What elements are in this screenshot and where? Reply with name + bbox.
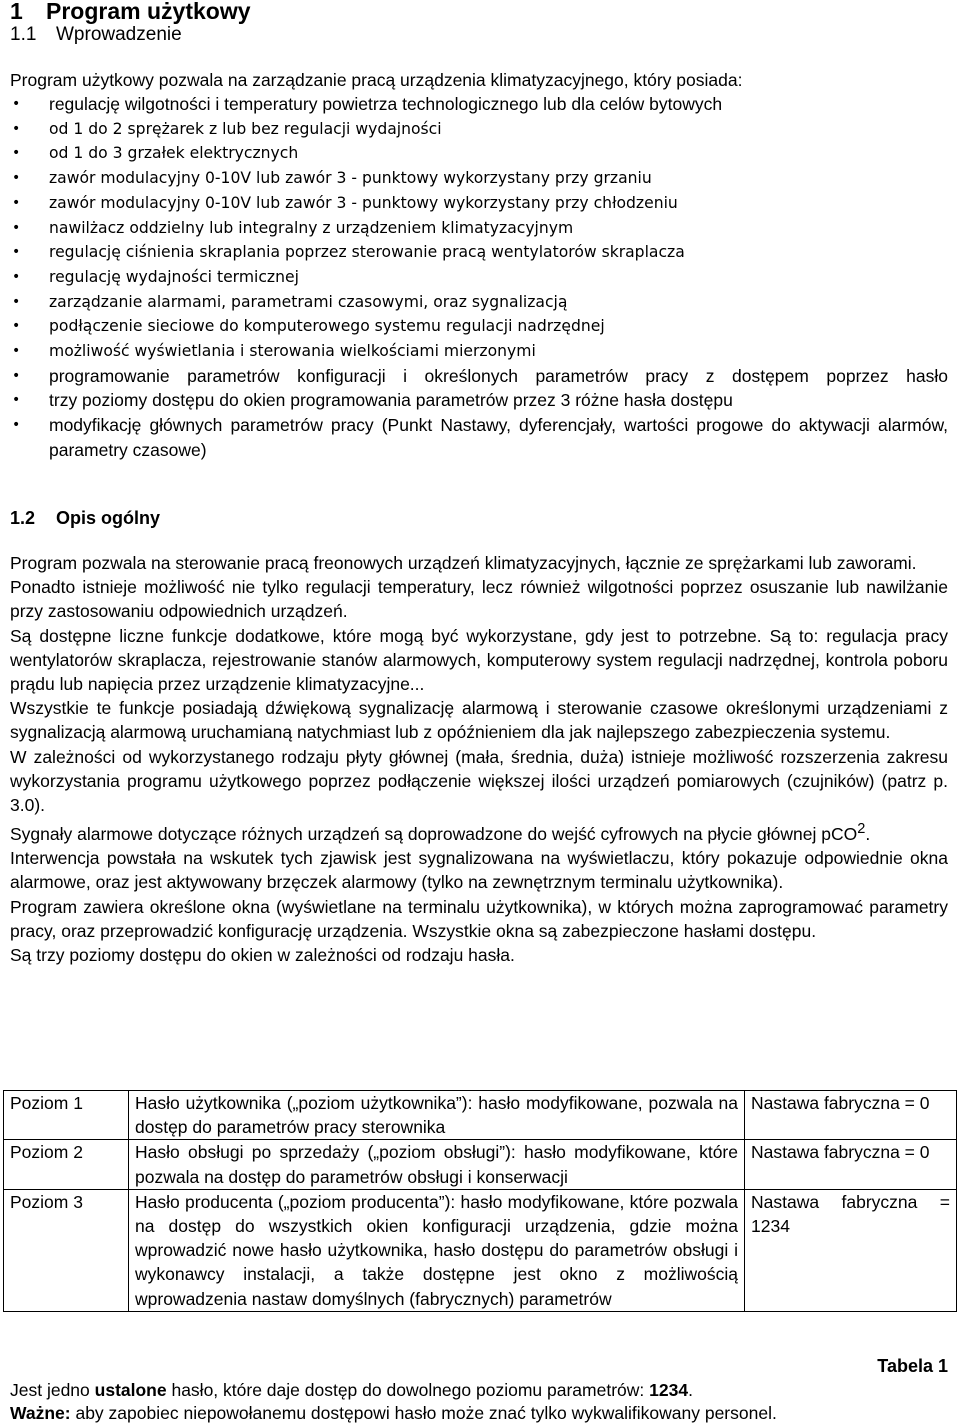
table-row: [4, 1189, 957, 1311]
table-row: [4, 1140, 957, 1189]
bullet-icon: •: [12, 318, 21, 335]
body-paragraph: Sygnały alarmowe dotyczące różnych urządzeń są doprowadzone do wejść cyfrowych na płycie głównej pCO$^2$.: [10, 821, 871, 845]
password-note: Jest jedno ustalone hasło, które daje dostęp do dowolnego poziomu parametrów: 1234.: [10, 1380, 693, 1400]
feature-item: • nawilżacz oddzielny lub integralny z urządzeniem klimatyzacyjnym: [0, 216, 960, 241]
bullet-icon: •: [12, 96, 21, 112]
feature-item: • podłączenie sieciowe do komputerowego systemu regulacji nadrzędnej: [0, 314, 960, 339]
heading-1-2-title: Opis ogólny: [56, 508, 161, 528]
warning-label: Ważne:: [10, 1403, 71, 1423]
feature-item: • możliwość wyświetlania i sterowania wielkościami mierzonymi: [0, 339, 960, 364]
table-row: [4, 1091, 957, 1140]
description-cell: Hasło obsługi po sprzedaży („poziom obsługi”): hasło modyfikowane, które pozwala na dostęp do parametrów obsługi i konserwacji: [129, 1140, 745, 1189]
default-cell: Nastawa fabryczna = 0: [745, 1091, 957, 1140]
feature-item: • modyfikację głównych parametrów pracy (Punkt Nastawy, dyferencjały, wartości progowe do aktywacji alarmów, parametry czasowe): [12, 415, 948, 460]
feature-item: • regulację wydajności termicznej: [0, 265, 960, 290]
body-paragraph: Ponadto istnieje możliwość nie tylko regulacji temperatury, lecz również wilgotności poprzez osuszanie lub nawilżanie przy zastosowaniu odpowiednich urządzeń.: [10, 577, 948, 622]
body-paragraph: W zależności od wykorzystanego rodzaju płyty głównej (mała, średnia, duża) istnieje możliwość rozszerzenia zakresu wykorzystania programu użytkowego poprzez podłączenie większej ilości urządzeń pomiarowych (czujników) (patrz p. 3.0).: [10, 746, 948, 816]
description-cell: Hasło producenta („poziom producenta”): hasło modyfikowane, które pozwala na dostęp do wszystkich okien konfiguracji urządzenia, gdzie można wprowadzić nowe hasło użytkownika, hasło dostępu do parametrów obsługi i wykonawcy instalacji, a także dostępne jest okno z możliwością wprowadzenia nastaw domyślnych (fabrycznych) parametrów: [129, 1189, 745, 1311]
table-caption: Tabela 1: [877, 1356, 948, 1376]
intro-text: Program użytkowy pozwala na zarządzanie pracą urządzenia klimatyzacyjnego, który posiada:: [10, 70, 743, 90]
bullet-icon: •: [12, 194, 21, 211]
feature-list: [0, 92, 960, 463]
bullet-icon: •: [12, 219, 21, 236]
feature-item: • zarządzanie alarmami, parametrami czasowymi, oraz sygnalizacją: [0, 290, 960, 315]
description-cell: Hasło użytkownika („poziom użytkownika”): hasło modyfikowane, pozwala na dostęp do parametrów pracy sterownika: [129, 1091, 745, 1140]
bullet-icon: •: [12, 392, 21, 409]
level-cell: Poziom 3: [4, 1189, 129, 1311]
default-password-value: 1234: [649, 1380, 689, 1400]
default-cell: Nastawa fabryczna = 1234: [745, 1189, 957, 1311]
bullet-icon: •: [12, 120, 21, 137]
body-paragraph: Interwencja powstała na wskutek tych zjawisk jest sygnalizowana na wyświetlaczu, który pokazuje odpowiednie okna alarmowe, oraz jest aktywowany brzęczek alarmowy (tylko na zewnętrznym terminalu użytkownika).: [10, 848, 948, 893]
bullet-icon: •: [12, 170, 21, 187]
bullet-icon: •: [12, 244, 21, 261]
bullet-icon: •: [12, 417, 21, 434]
feature-item: • programowanie parametrów konfiguracji i określonych parametrów pracy z dostępem poprzez hasło: [0, 364, 960, 389]
level-cell: Poziom 2: [4, 1140, 129, 1189]
body-paragraph: Wszystkie te funkcje posiadają dźwiękową sygnalizację alarmową i sterowanie czasowe określonymi urządzeniami z sygnalizacją alarmową uruchamianą natychmiast lub z opóźnieniem dla jak najlepszego zabezpieczenia systemu.: [10, 698, 948, 743]
access-levels-table: [3, 1090, 957, 1312]
bullet-icon: •: [12, 343, 21, 360]
body-paragraph: Są dostępne liczne funkcje dodatkowe, które mogą być wykorzystane, gdy jest to potrzebne. Są to: regulacja pracy wentylatorów skraplacza, rejestrowanie stanów alarmowych, komputerowy system regulacji nadrzędnej, kontrola poboru prądu lub napięcia przez urządzenie klimatyzacyjne...: [10, 625, 948, 695]
feature-item: • regulację wilgotności i temperatury powietrza technologicznego lub dla celów bytowych: [0, 92, 960, 117]
body-paragraph: Program zawiera określone okna (wyświetlane na terminalu użytkownika), w których można zaprogramować parametry pracy, oraz przeprowadzić konfigurację urządzenia. Wszystkie okna są zabezpieczone hasłami dostępu.: [10, 896, 948, 941]
default-cell: Nastawa fabryczna = 0: [745, 1140, 957, 1189]
heading-1-1-title: Wprowadzenie: [56, 24, 182, 45]
feature-item: • regulację ciśnienia skraplania poprzez sterowanie pracą wentylatorów skraplacza: [0, 240, 960, 265]
bullet-icon: •: [12, 268, 21, 285]
body-paragraph: Program pozwala na sterowanie pracą freonowych urządzeń klimatyzacyjnych, łącznie ze sprężarkami lub zaworami.: [10, 553, 917, 573]
heading-1: [10, 0, 251, 25]
general-description: [10, 551, 948, 967]
bullet-icon: •: [12, 293, 21, 310]
superscript: 2: [857, 821, 866, 838]
heading-1-number: 1: [10, 0, 23, 24]
heading-1-2-number: 1.2: [10, 508, 36, 528]
feature-item: • trzy poziomy dostępu do okien programowania parametrów przez 3 różne hasła dostępu: [0, 388, 960, 413]
bullet-icon: •: [12, 145, 21, 162]
feature-item: • zawór modulacyjny 0-10V lub zawór 3 - punktowy wykorzystany przy chłodzeniu: [0, 191, 960, 216]
heading-1-title: Program użytkowy: [46, 0, 251, 24]
level-cell: Poziom 1: [4, 1091, 129, 1140]
bullet-icon: •: [12, 367, 21, 384]
heading-1-2: [10, 508, 160, 529]
heading-1-1-number: 1.1: [10, 24, 37, 45]
body-paragraph: Są trzy poziomy dostępu do okien w zależności od rodzaju hasła.: [10, 945, 515, 966]
feature-item: • od 1 do 3 grzałek elektrycznych: [0, 141, 960, 166]
warning-note: Ważne: aby zapobiec niepowołanemu dostępowi hasło może znać tylko wykwalifikowany personel.: [10, 1403, 777, 1423]
feature-item: • od 1 do 2 sprężarek z lub bez regulacji wydajności: [0, 117, 960, 142]
heading-1-1: [10, 24, 182, 46]
feature-item: • zawór modulacyjny 0-10V lub zawór 3 - punktowy wykorzystany przy grzaniu: [0, 166, 960, 191]
